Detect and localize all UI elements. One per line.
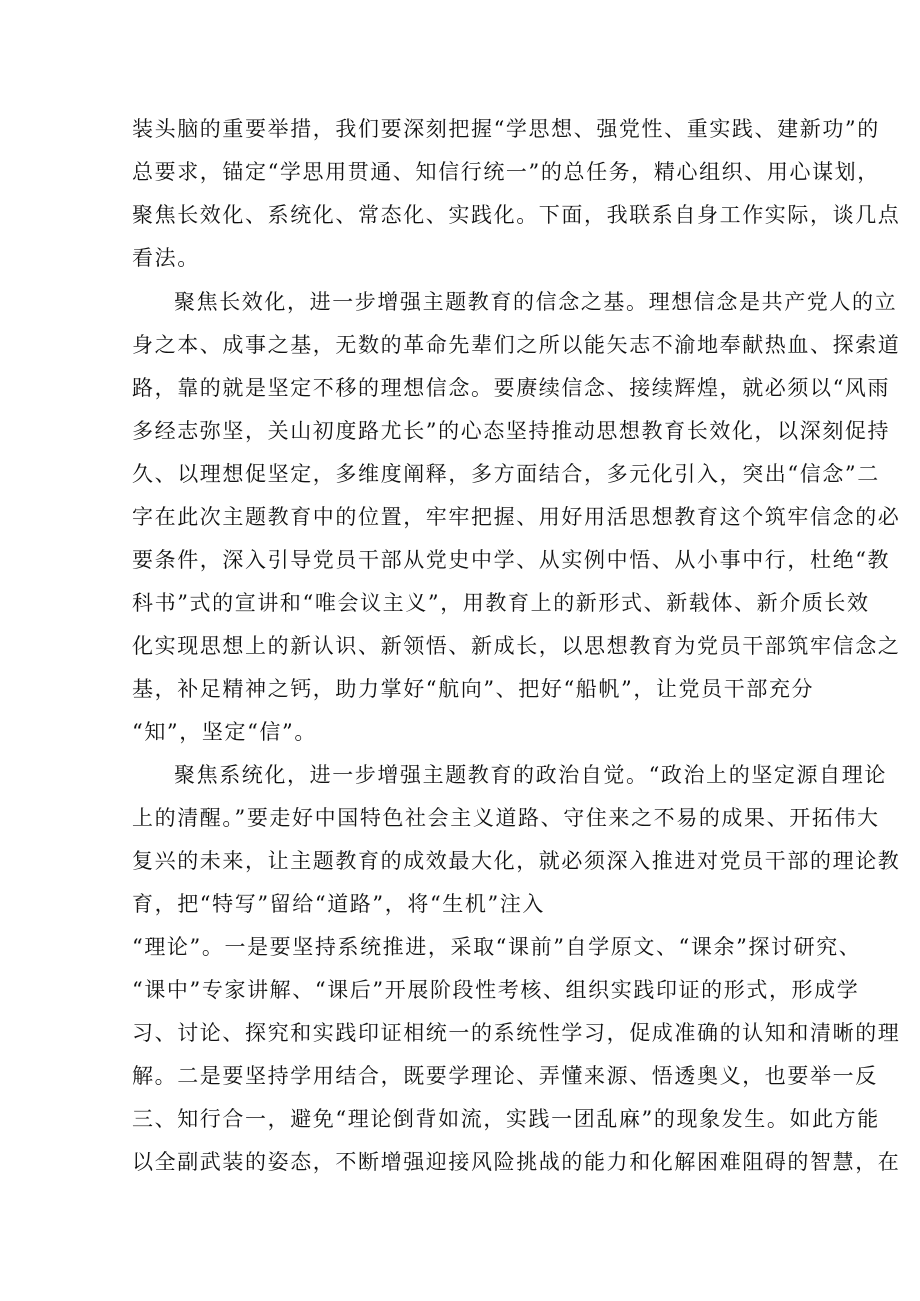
text-line: 总要求，锚定“学思用贯通、知信行统一”的总任务，精心组织、用心谋划，: [132, 160, 880, 184]
text-line: 复兴的未来，让主题教育的成效最大化，就必须深入推进对党员干部的理论教: [132, 849, 901, 873]
text-line: “理论”。一是要坚持系统推进，采取“课前”自学原文、“课余”探讨研究、: [132, 935, 862, 959]
text-line: 育，把“特写”留给“道路”，将“生机”注入: [132, 892, 546, 916]
text-line: 化实现思想上的新认识、新领悟、新成长，以思想教育为党员干部筑牢信念之: [132, 634, 901, 658]
text-line: 多经志弥坚，关山初度路尤长”的心态坚持推动思想教育长效化，以深刻促持: [132, 419, 891, 443]
text-line: 装头脑的重要举措，我们要深刻把握“学思想、强党性、重实践、建新功”的: [132, 117, 880, 141]
text-line: 基，补足精神之钙，助力掌好“航向”、把好“船帆”，让党员干部充分: [132, 677, 815, 701]
text-line: 聚焦长效化、系统化、常态化、实践化。下面，我联系自身工作实际，谈几点: [132, 203, 901, 227]
text-line: 看法。: [132, 246, 200, 270]
text-line: 聚焦长效化，进一步增强主题教育的信念之基。理想信念是共产党人的立: [174, 290, 898, 314]
text-line: 要条件，深入引导党员干部从党史中学、从实例中悟、从小事中行，杜绝“教: [132, 548, 891, 572]
text-line: “知”，坚定“信”。: [132, 720, 317, 744]
text-line: 以全副武装的姿态，不断增强迎接风险挑战的能力和化解困难阻碍的智慧，在: [132, 1150, 901, 1174]
text-line: 聚焦系统化，进一步增强主题教育的政治自觉。“政治上的坚定源自理论: [174, 763, 887, 787]
text-line: 路，靠的就是坚定不移的理想信念。要赓续信念、接续辉煌，就必须以“风雨: [132, 376, 891, 400]
text-line: 久、以理想促坚定，多维度阐释，多方面结合，多元化引入，突出“信念”二: [132, 462, 880, 486]
text-line: 三、知行合一，避免“理论倒背如流，实践一团乱麻”的现象发生。如此方能: [132, 1107, 880, 1131]
text-line: “课中”专家讲解、“课后”开展阶段性考核、组织实践印证的形式，形成学: [132, 978, 860, 1002]
text-line: 科书”式的宣讲和“唯会议主义”，用教育上的新形式、新载体、新介质长效: [132, 591, 870, 615]
text-line: 解。二是要坚持学用结合，既要学理论、弄懂来源、悟透奥义，也要举一反: [132, 1064, 878, 1088]
text-line: 身之本、成事之基，无数的革命先辈们之所以能矢志不渝地奉献热血、探索道: [132, 333, 901, 357]
text-line: 上的清醒。”要走好中国特色社会主义道路、守住来之不易的成果、开拓伟大: [132, 806, 880, 830]
text-line: 习、讨论、探究和实践印证相统一的系统性学习，促成准确的认知和清晰的理: [132, 1021, 901, 1045]
text-line: 字在此次主题教育中的位置，牢牢把握、用好用活思想教育这个筑牢信念的必: [132, 505, 901, 529]
